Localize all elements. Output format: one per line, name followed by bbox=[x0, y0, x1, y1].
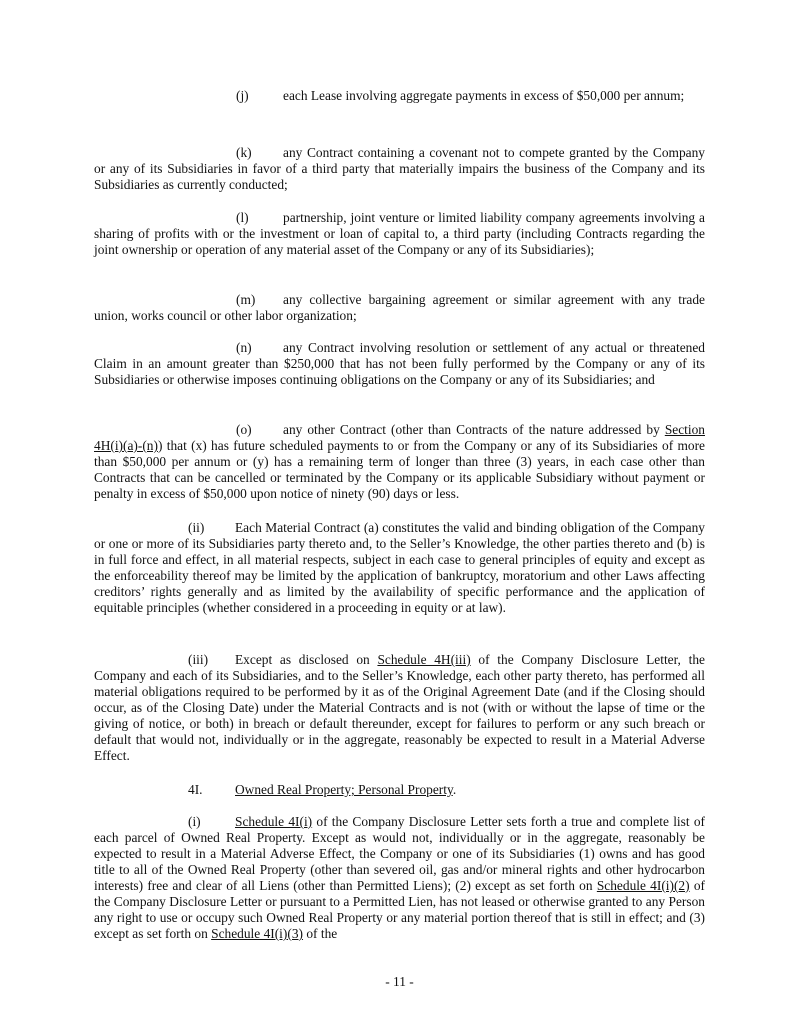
clause-text: each Lease involving aggregate payments in excess of $50,000 per annum; bbox=[283, 88, 685, 103]
clause-text: partnership, joint venture or limited liability company agreements involving a sharing of profits with or the investment or loan of capital to, a third party (including Contracts regarding the joint ownership or operation of any material asset of the Company or any of its Subsidiaries); bbox=[94, 210, 705, 257]
section-title: Owned Real Property; Personal Property bbox=[235, 782, 453, 797]
clause-k bbox=[94, 145, 705, 193]
subsection-label: (ii) bbox=[188, 520, 205, 535]
clause-l bbox=[94, 210, 705, 258]
clause-label: (k) bbox=[236, 145, 252, 160]
subsection-text-continued: of the Company Disclosure Letter or pursuant to a Permitted Lien, has not leased or otherwise granted to any Person any right to use or occupy such Owned Real Property or any material portion thereof that is still in effect; and (3) except as set forth on bbox=[94, 878, 706, 941]
subsection-text-continued: of the Company Disclosure Letter, the Company and each of its Subsidiaries, and to the Seller’s Knowledge, each other party thereto, has performed all material obligations required to be performed by it as of the Original Agreement Date (and if the Closing should occur, as of the Closing Date) under the Material Contracts and is not (with or without the lapse of time or the giving of notice, or both) in breach or default thereunder, except for failures to perform or any such breach or default that would not, individually or in the aggregate, reasonably be expected to result in a Material Adverse Effect. bbox=[94, 652, 705, 763]
subsection-text: Each Material Contract (a) constitutes the valid and binding obligation of the Company or one or more of its Subsidiaries party thereto and, to the Seller’s Knowledge, the other parties thereto and (b) is in full force and effect, in all material respects, subject in each case to general principles of equity and except as the enforceability thereof may be limited by the application of bankruptcy, moratorium and other Laws affecting creditors’ rights generally and as limited by the availability of specific performance and the application of equitable principles (whether considered in a proceeding in equity or at law). bbox=[94, 520, 705, 615]
section-number: 4I. bbox=[188, 782, 203, 797]
clause-m bbox=[94, 292, 705, 324]
subsection-text-end: of the bbox=[306, 926, 338, 941]
clause-label: (m) bbox=[236, 292, 256, 307]
subsection-text: Except as disclosed on bbox=[235, 652, 370, 667]
section-title-period: . bbox=[452, 782, 457, 797]
schedule-reference: Schedule 4I(i) bbox=[235, 814, 313, 829]
clause-label: (o) bbox=[236, 422, 252, 437]
schedule-reference: Schedule 4I(i)(3) bbox=[211, 926, 303, 941]
subsection-label: (iii) bbox=[188, 652, 209, 667]
subsection-ii bbox=[94, 520, 705, 616]
subsection-i bbox=[94, 814, 705, 942]
section-reference-link: Section 4H(i)(a)-(n) bbox=[94, 422, 705, 453]
page-number: - 11 - bbox=[385, 974, 414, 989]
clause-label: (l) bbox=[236, 210, 249, 225]
clause-text: any Contract containing a covenant not to compete granted by the Company or any of its Subsidiaries in favor of a third party that materially impairs the business of the Company and its Subsidiaries as currently conducted; bbox=[94, 145, 705, 192]
schedule-reference: Schedule 4I(i)(2) bbox=[596, 878, 690, 893]
clause-label: (j) bbox=[236, 88, 249, 103]
clause-o bbox=[94, 422, 705, 502]
clause-text: any collective bargaining agreement or similar agreement with any trade union, works council or other labor organization; bbox=[94, 292, 705, 323]
clause-text-continued: ) that (x) has future scheduled payments to or from the Company or any of its Subsidiaries of more than $50,000 per annum or (y) has a remaining term of longer than three (3) years, in each case other than Contracts that can be cancelled or terminated by the Company or its applicable Subsidiary without payment or penalty in excess of $50,000 upon notice of ninety (90) days or less. bbox=[94, 438, 705, 501]
subsection-text: of the Company Disclosure Letter sets forth a true and complete list of each parcel of Owned Real Property. Except as would not, individually or in the aggregate, reasonably be expected to result in a Material Adverse Effect, the Company or one of its Subsidiaries (1) owns and has good title to all of the Owned Real Property (other than severed oil, gas and/or mineral rights and other hydrocarbon interests) free and clear of all Liens (other than Permitted Liens); (2) except as set forth on bbox=[94, 814, 705, 893]
subsection-label: (i) bbox=[188, 814, 201, 829]
section-heading-4i bbox=[188, 782, 456, 798]
schedule-reference: Schedule 4H(iii) bbox=[377, 652, 471, 667]
clause-text: any Contract involving resolution or settlement of any actual or threatened Claim in an amount greater than $250,000 that has not been fully performed by the Company or any of its Subsidiaries or otherwise imposes continuing obligations on the Company or any of its Subsidiaries; and bbox=[94, 340, 705, 387]
subsection-iii bbox=[94, 652, 705, 764]
clause-label: (n) bbox=[236, 340, 252, 355]
clause-text: any other Contract (other than Contracts of the nature addressed by bbox=[283, 422, 660, 437]
clause-n bbox=[94, 340, 705, 388]
clause-j bbox=[94, 88, 705, 104]
